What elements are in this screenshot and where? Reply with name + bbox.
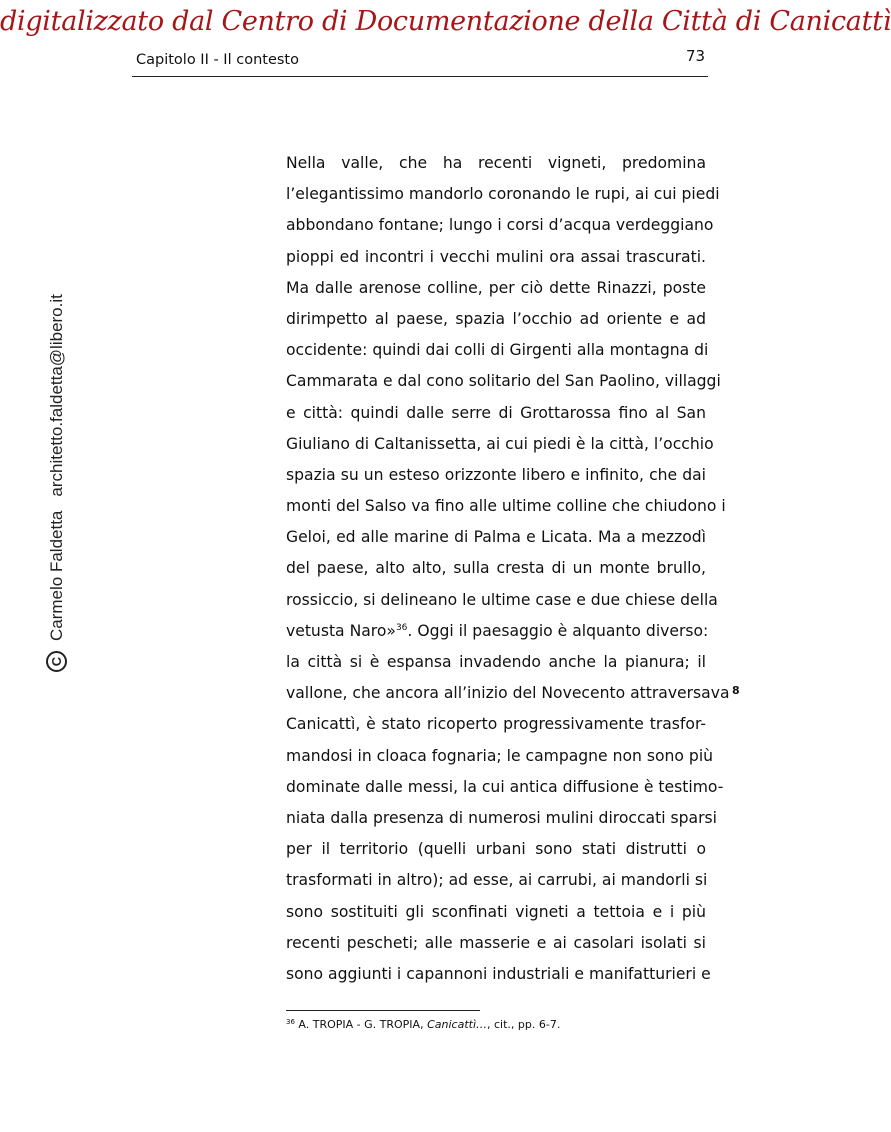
body-line: Cammarata e dal cono solitario del San Paolino, villaggi: [286, 372, 721, 391]
body-line: pioppi ed incontri i vecchi mulini ora assai trascurati.: [286, 247, 706, 266]
page-number: 73: [686, 47, 706, 65]
body-line: recenti pescheti; alle masserie e ai casolari isolati si: [286, 933, 706, 952]
copyright-icon: C: [46, 651, 67, 672]
line-text: vetusta Naro»: [286, 621, 396, 640]
footnote-ref[interactable]: 36: [395, 622, 408, 633]
body-line: Geloi, ed alle marine di Palma e Licata. Ma a mezzodì: [286, 528, 706, 547]
body-line: Giuliano di Caltanissetta, ai cui piedi è la città, l’occhio: [286, 434, 714, 453]
body-line: del paese, alto alto, sulla cresta di un monte brullo,: [286, 559, 706, 578]
body-line: rossiccio, si delineano le ultime case e due chiese della: [286, 590, 718, 609]
chapter-header: Capitolo II - Il contesto: [136, 52, 299, 68]
body-paragraph: [286, 148, 730, 990]
body-line: [286, 616, 709, 647]
body-line: trasformati in altro); ad esse, ai carrubi, ai mandorli si: [286, 871, 708, 890]
body-line: e città: quindi dalle serre di Grottarossa fino al San: [286, 403, 706, 422]
body-line: sono sostituiti gli sconfinati vigneti a tettoia e i più: [286, 902, 706, 921]
author-name: Carmelo Faldetta: [46, 510, 66, 641]
footnote-authors: A. TROPIA - G. TROPIA,: [298, 1018, 428, 1031]
footnote-title: Canicattì…: [427, 1018, 487, 1031]
body-line: Nella valle, che ha recenti vigneti, predomina: [286, 154, 706, 172]
body-line: l’elegantissimo mandorlo coronando le rupi, ai cui piedi: [286, 185, 720, 204]
footnote-rest: , cit., pp. 6-7.: [487, 1018, 561, 1031]
body-line: Ma dalle arenose colline, per ciò dette Rinazzi, poste: [286, 278, 706, 297]
body-line: occidente: quindi dai colli di Girgenti alla montagna di: [286, 341, 709, 360]
body-line: la città si è espansa invadendo anche la pianura; il: [286, 653, 706, 671]
body-line: spazia su un esteso orizzonte libero e infinito, che dai: [286, 465, 706, 484]
footnote-number: 36: [286, 1018, 295, 1026]
line-text: . Oggi il paesaggio è alquanto diverso:: [407, 621, 709, 640]
body-line: niata dalla presenza di numerosi mulini diroccati sparsi: [286, 808, 717, 827]
author-email[interactable]: architetto.faldetta@libero.it: [46, 294, 66, 497]
header-rule: [132, 76, 708, 77]
body-line: per il territorio (quelli urbani sono stati distrutti o: [286, 840, 706, 859]
footnote: [286, 1018, 560, 1031]
body-line: vallone, che ancora all’inizio del Novecento attraversava: [286, 684, 730, 703]
body-line: dominate dalle messi, la cui antica diffusione è testimo-: [286, 777, 724, 796]
margin-note: 8: [732, 684, 740, 697]
body-line: Canicattì, è stato ricoperto progressivamente trasfor-: [286, 715, 706, 734]
body-line: abbondano fontane; lungo i corsi d’acqua verdeggiano: [286, 216, 714, 235]
body-line: mandosi in cloaca fognaria; le campagne non sono più: [286, 746, 714, 765]
body-line: dirimpetto al paese, spazia l’occhio ad oriente e ad: [286, 309, 706, 328]
body-line: sono aggiunti i capannoni industriali e manifatturieri e: [286, 964, 711, 983]
footnote-rule: [286, 1010, 480, 1011]
digitization-banner: digitalizzato dal Centro di Documentazione della Città di Canicattì: [0, 6, 891, 37]
body-line: monti del Salso va fino alle ultime colline che chiudono i: [286, 497, 726, 516]
side-credit: [46, 294, 67, 672]
